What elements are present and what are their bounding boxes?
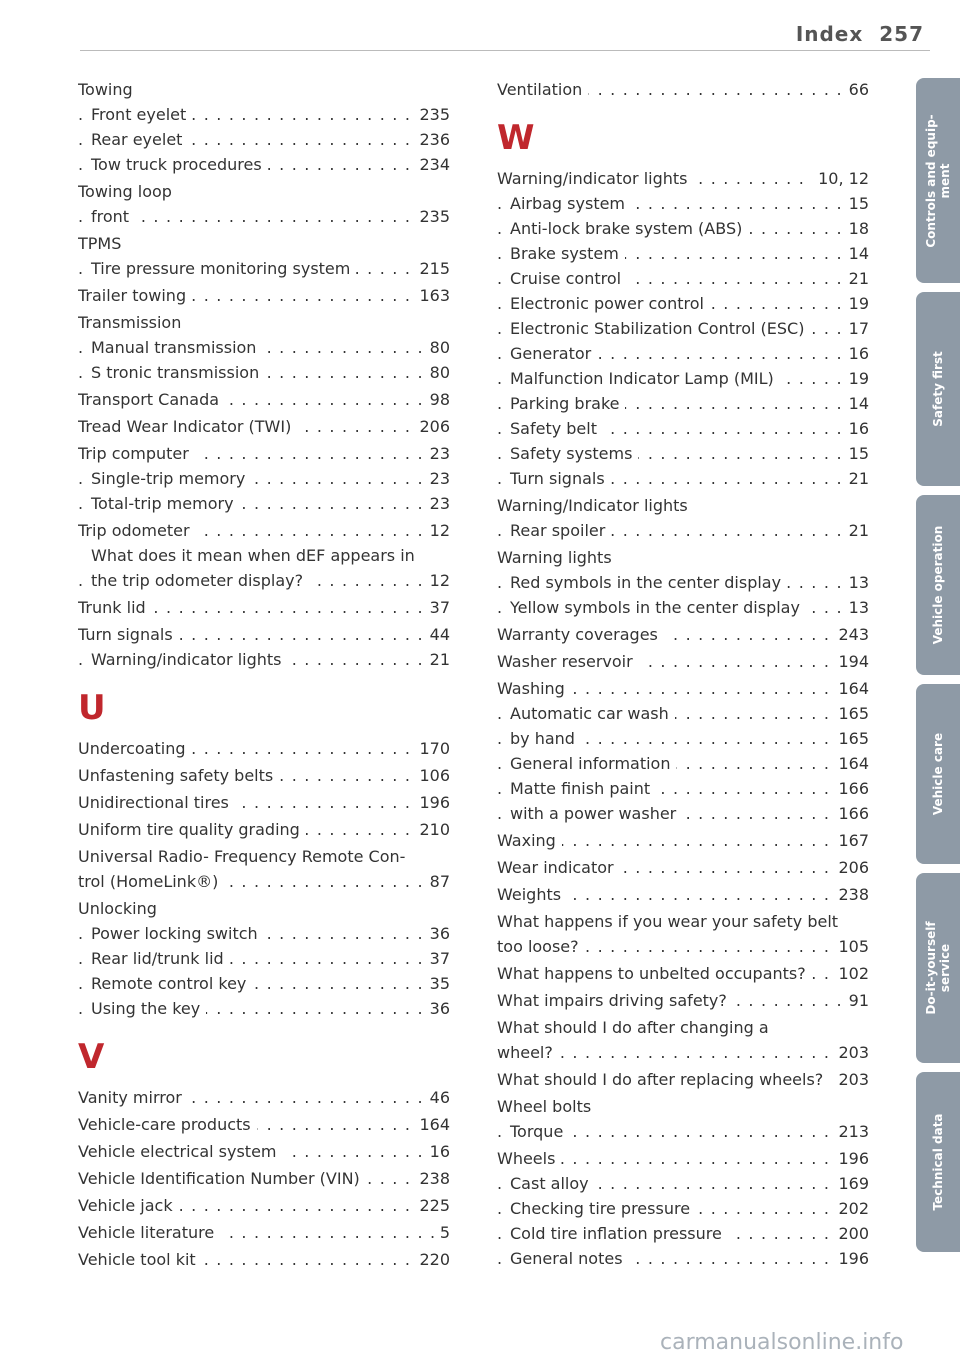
entry-page-number: 46 (424, 1085, 450, 1110)
entry-label: What should I do after changing a (497, 1018, 775, 1037)
index-entry (497, 882, 869, 907)
index-entry (78, 568, 450, 593)
entry-label: Cast alloy (510, 1174, 595, 1193)
chapter-tab-label: Vehicle care (931, 732, 945, 816)
entry-page-number: 36 (424, 921, 450, 946)
entry-label: Ventilation (497, 80, 588, 99)
entry-label: the trip odometer display? (91, 571, 309, 590)
entry-page-number: 12 (424, 518, 450, 543)
entry-label: Transmission (78, 313, 187, 332)
entry-label: Rear eyelet (91, 130, 188, 149)
entry-label: Generator (510, 344, 597, 363)
entry-page-number: 21 (843, 266, 869, 291)
page-header (796, 22, 924, 46)
entry-page-number: 169 (832, 1171, 869, 1196)
chapter-tabs (916, 78, 960, 1261)
entry-page-number: 35 (424, 971, 450, 996)
index-entry (497, 391, 869, 416)
index-entry (78, 622, 450, 647)
chapter-tab-label: Safety first (931, 351, 945, 427)
index-entry (78, 441, 450, 466)
index-entry (78, 1247, 450, 1272)
index-entry (497, 1067, 869, 1092)
entry-label: Trip odometer (78, 521, 196, 540)
entry-label: Wear indicator (497, 858, 620, 877)
entry-page-number: 236 (413, 127, 450, 152)
index-letter-heading: U (78, 688, 106, 728)
index-entry (78, 647, 450, 672)
index-entry (78, 360, 450, 385)
index-entry (497, 216, 869, 241)
index-entry (497, 961, 869, 986)
entry-label: Anti-lock brake system (ABS) (510, 219, 748, 238)
index-entry (78, 736, 450, 761)
entry-label: Power locking switch (91, 924, 264, 943)
entry-page-number: 14 (843, 241, 869, 266)
entry-label: What does it mean when dEF appears in (91, 546, 421, 565)
index-entry (78, 77, 450, 102)
entry-page-number: 165 (832, 701, 869, 726)
index-entry (497, 1015, 869, 1040)
index-column-left (78, 75, 450, 1272)
entry-label: Weights (497, 885, 567, 904)
entry-page-number: 15 (843, 191, 869, 216)
entry-label: Turn signals (510, 469, 611, 488)
index-entry (497, 776, 869, 801)
entry-label: Cruise control (510, 269, 627, 288)
entry-label: Warning/indicator lights (91, 650, 287, 669)
entry-page-number: 36 (424, 996, 450, 1021)
entry-page-number: 200 (832, 1221, 869, 1246)
entry-page-number: 167 (832, 828, 869, 853)
index-entry (78, 869, 450, 894)
index-entry (497, 291, 869, 316)
index-entry (78, 518, 450, 543)
entry-label: Brake system (510, 244, 625, 263)
entry-label: wheel? (497, 1043, 559, 1062)
entry-page-number: 87 (424, 869, 450, 894)
entry-label: Electronic Stabilization Control (ESC) (510, 319, 810, 338)
index-entry (497, 751, 869, 776)
entry-page-number: 210 (413, 817, 450, 842)
entry-page-number: 17 (843, 316, 869, 341)
entry-label: TPMS (78, 234, 127, 253)
index-entry (497, 241, 869, 266)
index-entry (497, 316, 869, 341)
chapter-tab-label: Vehicle operation (931, 525, 945, 645)
entry-page-number: 21 (843, 518, 869, 543)
index-entry (78, 127, 450, 152)
entry-page-number: 166 (832, 776, 869, 801)
entry-page-number: 80 (424, 335, 450, 360)
index-entry (497, 1040, 869, 1065)
entry-page-number: 215 (413, 256, 450, 281)
entry-page-number: 213 (832, 1119, 869, 1144)
entry-page-number: 37 (424, 946, 450, 971)
entry-page-number: 102 (832, 961, 869, 986)
entry-label: Vehicle literature (78, 1223, 220, 1242)
index-entry (497, 441, 869, 466)
entry-label: Tread Wear Indicator (TWI) (78, 417, 297, 436)
index-entry (497, 166, 869, 191)
entry-label: Matte finish paint (510, 779, 656, 798)
entry-page-number: 44 (424, 622, 450, 647)
entry-page-number: 235 (413, 204, 450, 229)
index-entry (78, 921, 450, 946)
index-entry (78, 1139, 450, 1164)
index-entry (497, 934, 869, 959)
entry-page-number: 206 (832, 855, 869, 880)
entry-page-number: 196 (413, 790, 450, 815)
entry-page-number: 238 (413, 1166, 450, 1191)
index-entry (78, 256, 450, 281)
entry-label: S tronic transmission (91, 363, 265, 382)
entry-label: Turn signals (78, 625, 179, 644)
entry-page-number: 18 (843, 216, 869, 241)
index-entry (497, 266, 869, 291)
entry-label: What impairs driving safety? (497, 991, 733, 1010)
index-entry (497, 518, 869, 543)
index-column-right (497, 75, 869, 1271)
index-entry (78, 102, 450, 127)
entry-label: Torque (510, 1122, 569, 1141)
index-entry (497, 855, 869, 880)
index-entry (497, 1221, 869, 1246)
index-entry (78, 152, 450, 177)
index-entry (78, 1085, 450, 1110)
entry-label: Vehicle tool kit (78, 1250, 202, 1269)
index-entry (78, 231, 450, 256)
index-entry (497, 988, 869, 1013)
entry-label: Tow truck procedures (91, 155, 268, 174)
index-entry (78, 1112, 450, 1137)
index-entry (78, 896, 450, 921)
entry-label: Remote control key (91, 974, 252, 993)
section-title: Index (795, 22, 864, 46)
entry-page-number: 91 (843, 988, 869, 1013)
index-entry (497, 191, 869, 216)
entry-label: Waxing (497, 831, 562, 850)
entry-label: General notes (510, 1249, 629, 1268)
index-entry (78, 1220, 450, 1245)
entry-label: Universal Radio- Frequency Remote Con- (78, 847, 411, 866)
chapter-tab-label: Technical data (931, 1113, 945, 1211)
entry-label: Undercoating (78, 739, 191, 758)
entry-page-number: 196 (832, 1146, 869, 1171)
entry-label: Rear spoiler (510, 521, 611, 540)
entry-page-number: 235 (413, 102, 450, 127)
entry-label: Yellow symbols in the center display (510, 598, 806, 617)
entry-label: What should I do after replacing wheels? (497, 1070, 829, 1089)
entry-page-number: 19 (843, 291, 869, 316)
entry-page-number: 15 (843, 441, 869, 466)
page-number: 257 (879, 22, 924, 46)
index-entry (497, 828, 869, 853)
index-entry (497, 701, 869, 726)
entry-label: Unlocking (78, 899, 163, 918)
chapter-tab[interactable] (916, 78, 960, 283)
index-entry (78, 335, 450, 360)
entry-page-number: 238 (832, 882, 869, 907)
index-entry (78, 1193, 450, 1218)
index-entry (78, 817, 450, 842)
entry-label: Towing loop (78, 182, 178, 201)
index-entry (497, 1094, 869, 1119)
index-entry (78, 283, 450, 308)
index-entry (497, 726, 869, 751)
chapter-tab[interactable] (916, 292, 960, 486)
entry-label: Wheels (497, 1149, 561, 1168)
chapter-tab[interactable] (916, 1072, 960, 1252)
entry-label: Safety systems (510, 444, 638, 463)
entry-label: Vehicle-care products (78, 1115, 257, 1134)
entry-page-number: 203 (832, 1040, 869, 1065)
entry-page-number: 16 (843, 341, 869, 366)
entry-label: Cold tire inflation pressure (510, 1224, 728, 1243)
index-entry (497, 649, 869, 674)
index-entry (497, 595, 869, 620)
entry-page-number: 98 (424, 387, 450, 412)
index-entry (78, 763, 450, 788)
index-entry (497, 493, 869, 518)
entry-page-number: 164 (832, 751, 869, 776)
entry-page-number: 206 (413, 414, 450, 439)
index-entry (78, 595, 450, 620)
entry-label: Trailer towing (78, 286, 192, 305)
header-rule (80, 50, 930, 51)
entry-page-number: 165 (832, 726, 869, 751)
entry-page-number: 106 (413, 763, 450, 788)
entry-page-number: 163 (413, 283, 450, 308)
entry-label: Total-trip memory (91, 494, 240, 513)
entry-page-number: 14 (843, 391, 869, 416)
entry-page-number: 196 (832, 1246, 869, 1271)
entry-page-number: 194 (832, 649, 869, 674)
entry-label: Airbag system (510, 194, 631, 213)
index-entry (497, 366, 869, 391)
chapter-tab-label: Controls and equip- ment (924, 113, 952, 248)
entry-page-number: 23 (424, 466, 450, 491)
entry-page-number: 243 (832, 622, 869, 647)
entry-label: Unidirectional tires (78, 793, 235, 812)
entry-page-number: 166 (832, 801, 869, 826)
entry-label: too loose? (497, 937, 585, 956)
entry-page-number: 164 (413, 1112, 450, 1137)
index-entry (78, 466, 450, 491)
chapter-tab[interactable] (916, 873, 960, 1063)
entry-label: Trunk lid (78, 598, 152, 617)
entry-page-number: 225 (413, 1193, 450, 1218)
entry-label: Automatic car wash (510, 704, 675, 723)
entry-label: Safety belt (510, 419, 603, 438)
index-entry (497, 622, 869, 647)
index-letter-heading: V (78, 1037, 105, 1077)
entry-page-number: 16 (424, 1139, 450, 1164)
entry-page-number: 23 (424, 491, 450, 516)
entry-label: General information (510, 754, 676, 773)
index-entry (78, 946, 450, 971)
index-entry (497, 909, 869, 934)
entry-label: Front eyelet (91, 105, 192, 124)
index-entry (497, 1171, 869, 1196)
index-entry (497, 1196, 869, 1221)
entry-label: Checking tire pressure (510, 1199, 696, 1218)
entry-page-number: 13 (843, 595, 869, 620)
entry-page-number: 21 (424, 647, 450, 672)
entry-label: Transport Canada (78, 390, 225, 409)
entry-label: Electronic power control (510, 294, 710, 313)
entry-label: Washer reservoir (497, 652, 639, 671)
entry-label: front (91, 207, 135, 226)
entry-label: What happens to unbelted occupants? (497, 964, 812, 983)
entry-page-number: 13 (843, 570, 869, 595)
entry-page-number: 80 (424, 360, 450, 385)
entry-page-number: 220 (413, 1247, 450, 1272)
index-entry (497, 77, 869, 102)
entry-label: Malfunction Indicator Lamp (MIL) (510, 369, 780, 388)
entry-page-number: 164 (832, 676, 869, 701)
index-entry (78, 1166, 450, 1191)
index-entry (78, 790, 450, 815)
entry-page-number: 66 (843, 77, 869, 102)
index-entry (497, 545, 869, 570)
index-entry (78, 543, 450, 568)
entry-page-number: 202 (832, 1196, 869, 1221)
entry-label: Rear lid/trunk lid (91, 949, 230, 968)
entry-page-number: 203 (832, 1067, 869, 1092)
entry-label: Uniform tire quality grading (78, 820, 306, 839)
index-entry (497, 1119, 869, 1144)
index-entry (497, 570, 869, 595)
watermark: carmanualsonline.info (660, 1330, 904, 1355)
index-entry (497, 466, 869, 491)
entry-label: Warning/Indicator lights (497, 496, 694, 515)
index-entry (78, 310, 450, 335)
entry-page-number: 170 (413, 736, 450, 761)
index-entry (497, 1146, 869, 1171)
entry-label: Tire pressure monitoring system (91, 259, 356, 278)
index-entry (78, 844, 450, 869)
chapter-tab[interactable] (916, 495, 960, 675)
entry-label: Warranty coverages (497, 625, 664, 644)
entry-label: Parking brake (510, 394, 625, 413)
entry-page-number: 19 (843, 366, 869, 391)
index-entry (497, 676, 869, 701)
entry-label: Vanity mirror (78, 1088, 188, 1107)
index-entry (78, 414, 450, 439)
index-entry (497, 801, 869, 826)
index-entry (497, 1246, 869, 1271)
entry-label: Warning/indicator lights (497, 169, 693, 188)
entry-page-number: 234 (413, 152, 450, 177)
index-entry (497, 341, 869, 366)
entry-page-number: 21 (843, 466, 869, 491)
entry-page-number: 10, 12 (812, 166, 869, 191)
index-letter-heading: W (497, 118, 535, 158)
entry-label: Red symbols in the center display (510, 573, 787, 592)
entry-label: Wheel bolts (497, 1097, 597, 1116)
entry-label: Single-trip memory (91, 469, 251, 488)
entry-label: Towing (78, 80, 139, 99)
chapter-tab-label: Do-it-yourself service (924, 921, 952, 1015)
entry-label: Vehicle Identification Number (VIN) (78, 1169, 366, 1188)
entry-label: What happens if you wear your safety belt (497, 912, 844, 931)
entry-page-number: 105 (832, 934, 869, 959)
entry-label: Warning lights (497, 548, 618, 567)
entry-label: Manual transmission (91, 338, 262, 357)
index-entry (78, 971, 450, 996)
entry-label: Unfastening safety belts (78, 766, 279, 785)
chapter-tab[interactable] (916, 684, 960, 864)
entry-page-number: 16 (843, 416, 869, 441)
entry-page-number: 12 (424, 568, 450, 593)
entry-label: trol (HomeLink®) (78, 872, 224, 891)
index-entry (78, 204, 450, 229)
entry-label: by hand (510, 729, 581, 748)
entry-page-number: 5 (434, 1220, 450, 1245)
index-entry (78, 387, 450, 412)
entry-label: Vehicle jack (78, 1196, 179, 1215)
entry-page-number: 37 (424, 595, 450, 620)
index-entry (497, 416, 869, 441)
entry-label: with a power washer (510, 804, 682, 823)
index-entry (78, 179, 450, 204)
entry-label: Trip computer (78, 444, 195, 463)
entry-label: Using the key (91, 999, 206, 1018)
entry-page-number: 23 (424, 441, 450, 466)
index-entry (78, 491, 450, 516)
entry-label: Washing (497, 679, 571, 698)
entry-label: Vehicle electrical system (78, 1142, 283, 1161)
index-entry (78, 996, 450, 1021)
